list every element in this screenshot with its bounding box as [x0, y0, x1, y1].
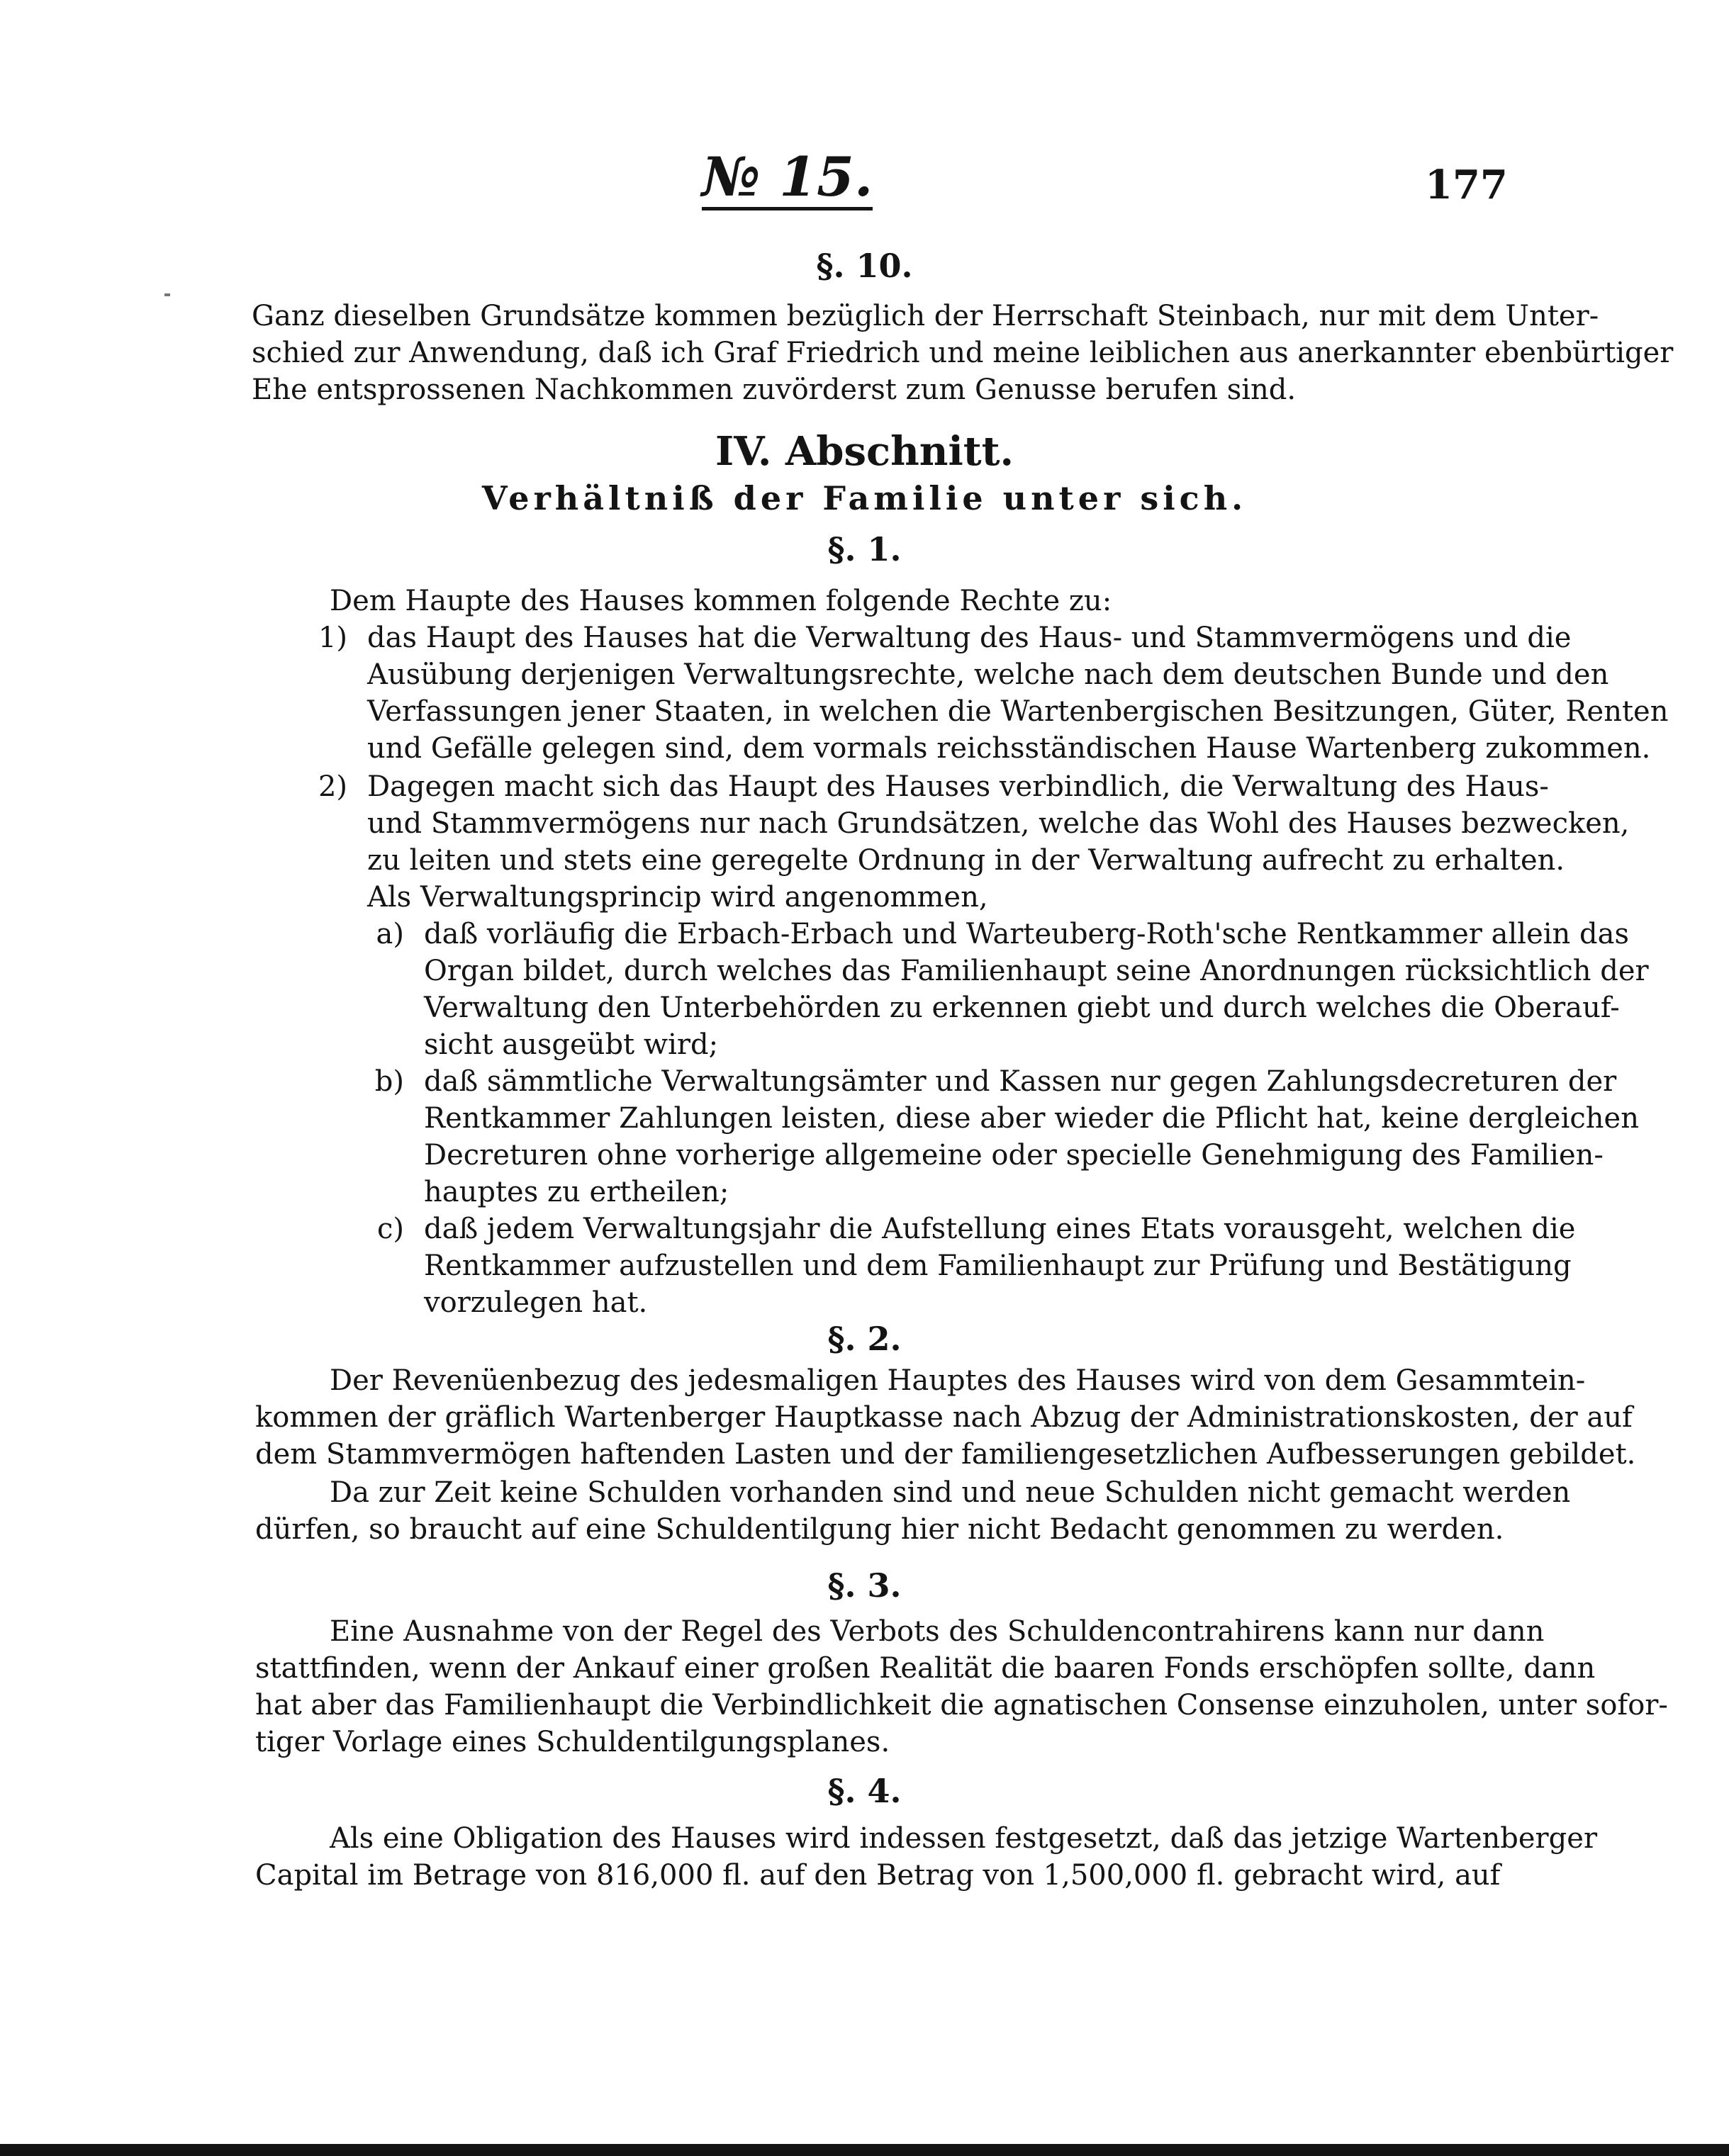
- sub-b-label: b): [374, 1065, 404, 1098]
- scan-bottom-edge: [0, 2144, 1729, 2156]
- section-2-line: kommen der gräflich Wartenberger Hauptkasse nach Abzug der Administrationskosten, der auf: [255, 1401, 1633, 1434]
- item-2-number: 2): [318, 770, 347, 803]
- sub-a-line: sicht ausgeübt wird;: [424, 1028, 719, 1061]
- margin-mark: [164, 293, 170, 296]
- page-number: 177: [1425, 162, 1508, 208]
- item-1-line: das Haupt des Hauses hat die Verwaltung des Haus- und Stammvermögens und die: [367, 622, 1572, 654]
- item-1-line: Verfassungen jener Staaten, in welchen die Wartenbergischen Besitzungen, Güter, Renten: [367, 695, 1669, 728]
- section-4-heading: §. 4.: [827, 1772, 902, 1810]
- issue-number: № 15.: [702, 149, 873, 210]
- section-1-heading: §. 1.: [827, 530, 902, 568]
- sub-c-line: vorzulegen hat.: [424, 1286, 648, 1319]
- sub-b-line: daß sämmtliche Verwaltungsämter und Kassen nur gegen Zahlungsdecreturen der: [424, 1065, 1617, 1098]
- section-2-line: Der Revenüenbezug des jedesmaligen Hauptes des Hauses wird von dem Gesammtein-: [330, 1364, 1586, 1397]
- item-2-line: Als Verwaltungsprincip wird angenommen,: [367, 881, 988, 914]
- sub-a-line: Verwaltung den Unterbehörden zu erkennen giebt und durch welches die Oberauf-: [424, 992, 1620, 1024]
- sub-b-line: Decreturen ohne vorherige allgemeine oder specielle Genehmigung des Familien-: [424, 1139, 1604, 1172]
- item-2-line: und Stammvermögens nur nach Grundsätzen, welche das Wohl des Hauses bezwecken,: [367, 807, 1630, 840]
- section-3-line: tiger Vorlage eines Schuldentilgungsplanes.: [255, 1726, 890, 1758]
- section-2-line: dem Stammvermögen haftenden Lasten und der familiengesetzlichen Aufbesserungen gebildet.: [255, 1438, 1636, 1471]
- chapter-title: IV. Abschnitt.: [715, 428, 1014, 475]
- item-2-line: Dagegen macht sich das Haupt des Hauses verbindlich, die Verwaltung des Haus-: [367, 770, 1549, 803]
- sub-c-label: c): [376, 1213, 404, 1245]
- section-10-line: Ganz dieselben Grundsätze kommen bezüglich der Herrschaft Steinbach, nur mit dem Unter-: [252, 300, 1599, 332]
- section-3-line: stattfinden, wenn der Ankauf einer großen Realität die baaren Fonds erschöpfen sollte, dann: [255, 1652, 1596, 1685]
- item-1-line: Ausübung derjenigen Verwaltungsrechte, welche nach dem deutschen Bunde und den: [367, 658, 1609, 691]
- item-1-line: und Gefälle gelegen sind, dem vormals reichsständischen Hause Wartenberg zukommen.: [367, 732, 1651, 765]
- section-10-line: Ehe entsprossenen Nachkommen zuvörderst zum Genusse berufen sind.: [252, 374, 1297, 406]
- sub-a-line: daß vorläufig die Erbach-Erbach und Warteuberg-Roth'sche Rentkammer allein das: [424, 918, 1629, 950]
- section-1-intro: Dem Haupte des Hauses kommen folgende Rechte zu:: [330, 585, 1112, 617]
- sub-a-line: Organ bildet, durch welches das Familienhaupt seine Anordnungen rücksichtlich der: [424, 955, 1649, 987]
- item-1-number: 1): [318, 622, 347, 654]
- item-2-line: zu leiten und stets eine geregelte Ordnung in der Verwaltung aufrecht zu erhalten.: [367, 844, 1565, 877]
- section-3-line: hat aber das Familienhaupt die Verbindlichkeit die agnatischen Consense einzuholen, unter sofor-: [255, 1689, 1668, 1722]
- sub-b-line: Rentkammer Zahlungen leisten, diese aber wieder die Pflicht hat, keine dergleichen: [424, 1102, 1639, 1135]
- sub-a-label: a): [376, 918, 404, 950]
- section-4-line: Als eine Obligation des Hauses wird indessen festgesetzt, daß das jetzige Wartenberger: [330, 1822, 1598, 1855]
- section-10-heading: §. 10.: [816, 247, 913, 285]
- section-2-line: dürfen, so braucht auf eine Schuldentilgung hier nicht Bedacht genommen zu werden.: [255, 1513, 1504, 1546]
- section-2-line: Da zur Zeit keine Schulden vorhanden sind und neue Schulden nicht gemacht werden: [330, 1476, 1571, 1509]
- section-2-heading: §. 2.: [827, 1320, 902, 1358]
- sub-b-line: hauptes zu ertheilen;: [424, 1176, 729, 1208]
- section-3-heading: §. 3.: [827, 1566, 902, 1605]
- section-3-line: Eine Ausnahme von der Regel des Verbots des Schuldencontrahirens kann nur dann: [330, 1615, 1545, 1648]
- sub-c-line: Rentkammer aufzustellen und dem Familienhaupt zur Prüfung und Bestätigung: [424, 1250, 1572, 1282]
- sub-c-line: daß jedem Verwaltungsjahr die Aufstellung eines Etats vorausgeht, welchen die: [424, 1213, 1576, 1245]
- section-4-line: Capital im Betrage von 816,000 fl. auf den Betrag von 1,500,000 fl. gebracht wird, auf: [255, 1859, 1501, 1892]
- chapter-subtitle: Verhältniß der Familie unter sich.: [481, 479, 1248, 517]
- section-10-line: schied zur Anwendung, daß ich Graf Friedrich und meine leiblichen aus anerkannter ebenbürtiger: [252, 337, 1674, 369]
